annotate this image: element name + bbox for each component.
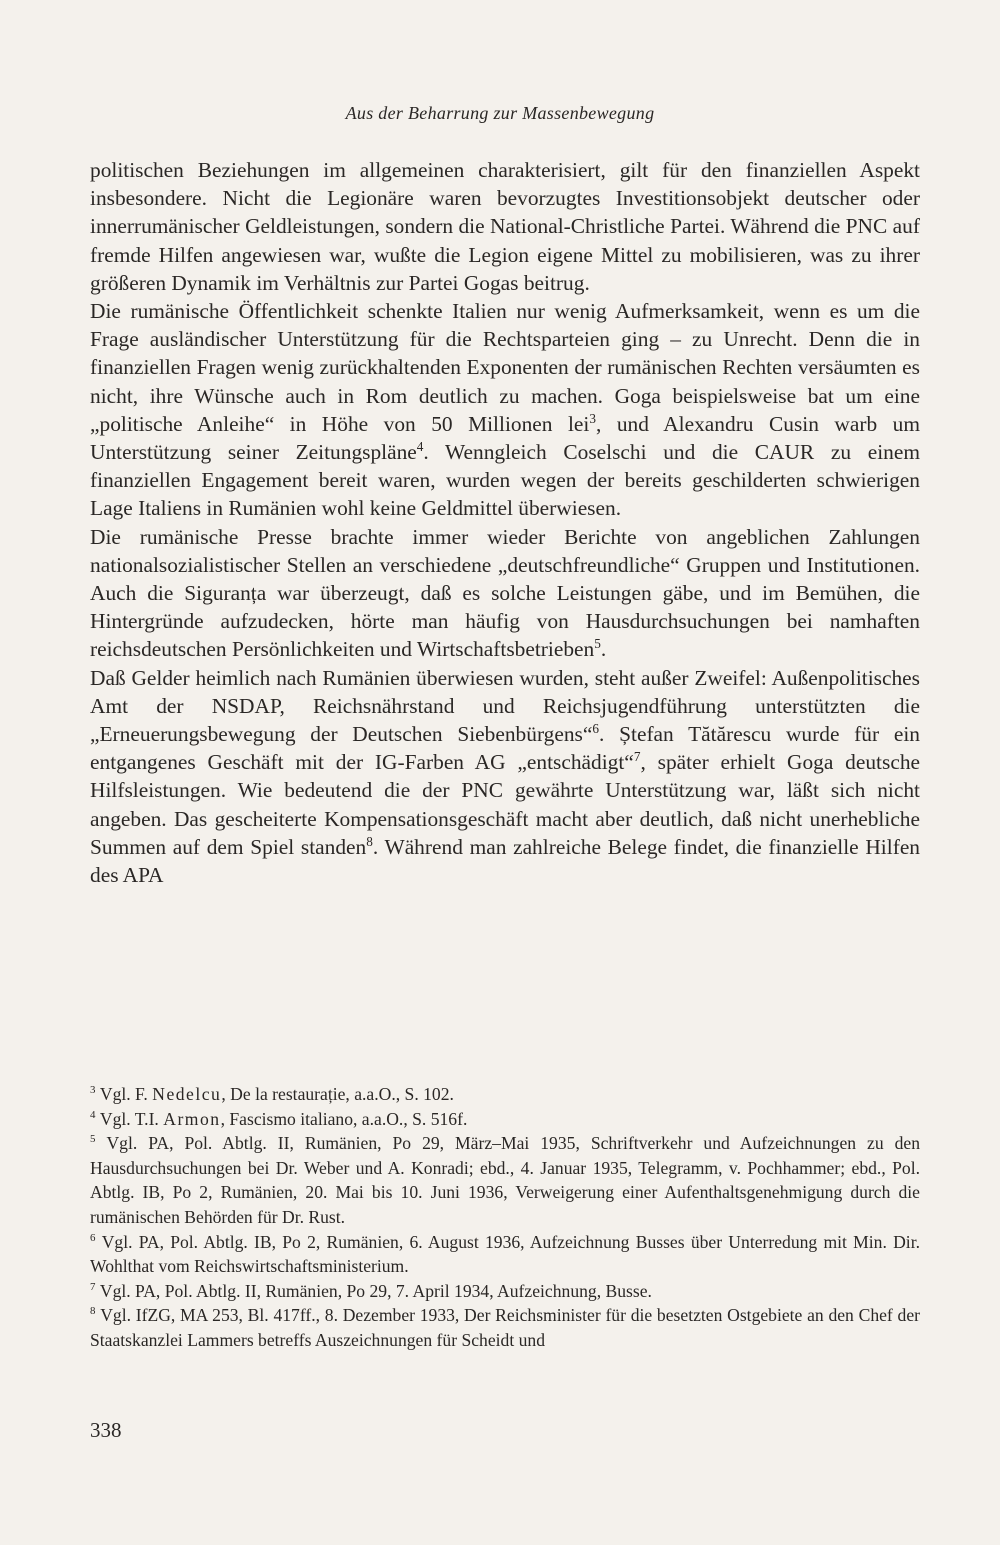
footnote-text: Vgl. T.I. [99, 1108, 164, 1129]
footnote-ref[interactable]: 5 [594, 636, 601, 652]
running-header: Aus der Beharrung zur Massenbewegung [345, 103, 655, 123]
footnote-text: , Fascismo italiano, a.a.O., S. 516f. [220, 1108, 468, 1129]
footnote-ref[interactable]: 3 [589, 410, 596, 426]
footnote [90, 1107, 920, 1132]
footnote [90, 1131, 920, 1229]
footnote [90, 1230, 920, 1279]
footnote-text: Vgl. PA, Pol. Abtlg. IB, Po 2, Rumänien, 6. August 1936, Aufzeichnung Busses über Unterredung mit Min. Dir. Wohlthat vom Reichswirtschaftsministerium. [90, 1231, 920, 1277]
footnote-author: Armon [163, 1108, 221, 1129]
footnote-text: Vgl. IfZG, MA 253, Bl. 417ff., 8. Dezember 1933, Der Reichsminister für die besetzten Ostgebiete an den Chef der Staatskanzlei Lammers betreffs Auszeichnungen für Scheidt und [90, 1305, 920, 1350]
paragraph-text: Die rumänische Presse brachte immer wieder Berichte von angeblichen Zahlungen nationalsozialistischer Stellen an verschiedene „deutschfreundliche“ Gruppen und Institutionen. Auch die Siguranța war überzeugt, daß es solche Leistungen gäbe, und im Bemühen, die Hintergründe aufzudecken, hörte man häufig von Hausdurchsuchungen bei namhaften reichsdeutschen Persönlichkeiten und Wirtschaftsbetrieben [90, 524, 920, 662]
paragraph-text: , und Alexandru Cusin warb um Unterstützung seiner Zeitungspläne [90, 411, 921, 465]
footnote-number: 4 [90, 1108, 96, 1121]
footnote-ref[interactable]: 4 [416, 438, 424, 454]
footnote-number: 8 [90, 1305, 96, 1318]
footnote-number: 3 [90, 1084, 96, 1097]
main-text [90, 156, 920, 889]
paragraph [90, 523, 920, 664]
footnote-ref[interactable]: 7 [633, 749, 641, 765]
footnote [90, 1279, 920, 1304]
paragraph-text: . Ștefan Tătărescu wurde für ein entgangenes Geschäft mit der IG-Farben AG „entschädigt“ [90, 722, 920, 775]
footnotes [90, 1082, 920, 1353]
paragraph-text: . [600, 637, 607, 662]
page-number: 338 [90, 1418, 122, 1442]
footnote-text: Vgl. F. [99, 1084, 153, 1104]
paragraph-text: politischen Beziehungen im allgemeinen charakterisiert, gilt für den finanziellen Aspekt insbesondere. Nicht die Legionäre waren bevorzugtes Investitionsobjekt deutscher oder innerrumänischer Geldleistungen, sondern die National-Christliche Partei. Während die PNC auf fremde Hilfen angewiesen war, wußte die Legion eigene Mittel zu mobilisieren, was zu ihrer größeren Dynamik im Verhältnis zur Partei Gogas beitrug. [90, 158, 920, 295]
paragraph-text: , später erhielt Goga deutsche Hilfsleistungen. Wie bedeutend die der PNC gewährte Unterstützung war, läßt sich nicht angeben. Das gescheiterte Kompensationsgeschäft macht aber deutlich, daß nicht unerhebliche Summen auf dem Spiel standen [90, 750, 921, 859]
paragraph-text: . Wenngleich Coselschi und die CAUR zu einem finanziellen Engagement bereit waren, wurden wegen der bereits geschilderten schwierigen Lage Italiens in Rumänien wohl keine Geldmittel überwiesen. [90, 440, 920, 521]
footnote-ref[interactable]: 8 [366, 833, 373, 849]
paragraph [90, 664, 920, 890]
footnote [90, 1082, 920, 1107]
footnote-text: Vgl. PA, Pol. Abtlg. II, Rumänien, Po 29, 7. April 1934, Aufzeichnung, Busse. [99, 1280, 652, 1301]
footnote-text: , De la restaurație, a.a.O., S. 102. [221, 1084, 454, 1104]
paragraph [90, 297, 920, 523]
footnote-text: Vgl. PA, Pol. Abtlg. II, Rumänien, Po 29, März–Mai 1935, Schriftverkehr und Aufzeichnungen zu den Hausdurchsuchungen bei Dr. Weber und A. Konradi; ebd., 4. Januar 1935, Telegramm, v. Pochhammer; ebd., Pol. Abtlg. IB, Po 2, Rumänien, 20. Mai bis 10. Juni 1936, Verweigerung einer Aufenthaltsgenehmigung durch die rumänischen Behörden für Dr. Rust. [90, 1133, 920, 1227]
footnote-author: Nedelcu [152, 1084, 222, 1104]
paragraph-text: Daß Gelder heimlich nach Rumänien überwiesen wurden, steht außer Zweifel: Außenpolitisches Amt der NSDAP, Reichsnährstand und Reichsjugendführung unterstützten die „Erneuerungsbewegung der Deutschen Siebenbürgens“ [90, 665, 920, 747]
paragraph-text: . Während man zahlreiche Belege findet, die finanzielle Hilfen des APA [90, 834, 921, 888]
footnote [90, 1303, 920, 1352]
footnote-number: 5 [90, 1133, 96, 1146]
footnote-number: 7 [90, 1280, 96, 1293]
footnote-number: 6 [90, 1231, 96, 1244]
paragraph [90, 156, 920, 297]
footnote-ref[interactable]: 6 [592, 720, 600, 736]
paragraph-text: Die rumänische Öffentlichkeit schenkte Italien nur wenig Aufmerksamkeit, wenn es um die Frage ausländischer Unterstützung für die Rechtsparteien ging – zu Unrecht. Denn die in finanziellen Fragen wenig zurückhaltenden Exponenten der rumänischen Rechten versäumten es nicht, ihre Wünsche auch in Rom deutlich zu machen. Goga beispielsweise bat um eine „politische Anleihe“ in Höhe von 50 Millionen lei [90, 299, 920, 436]
